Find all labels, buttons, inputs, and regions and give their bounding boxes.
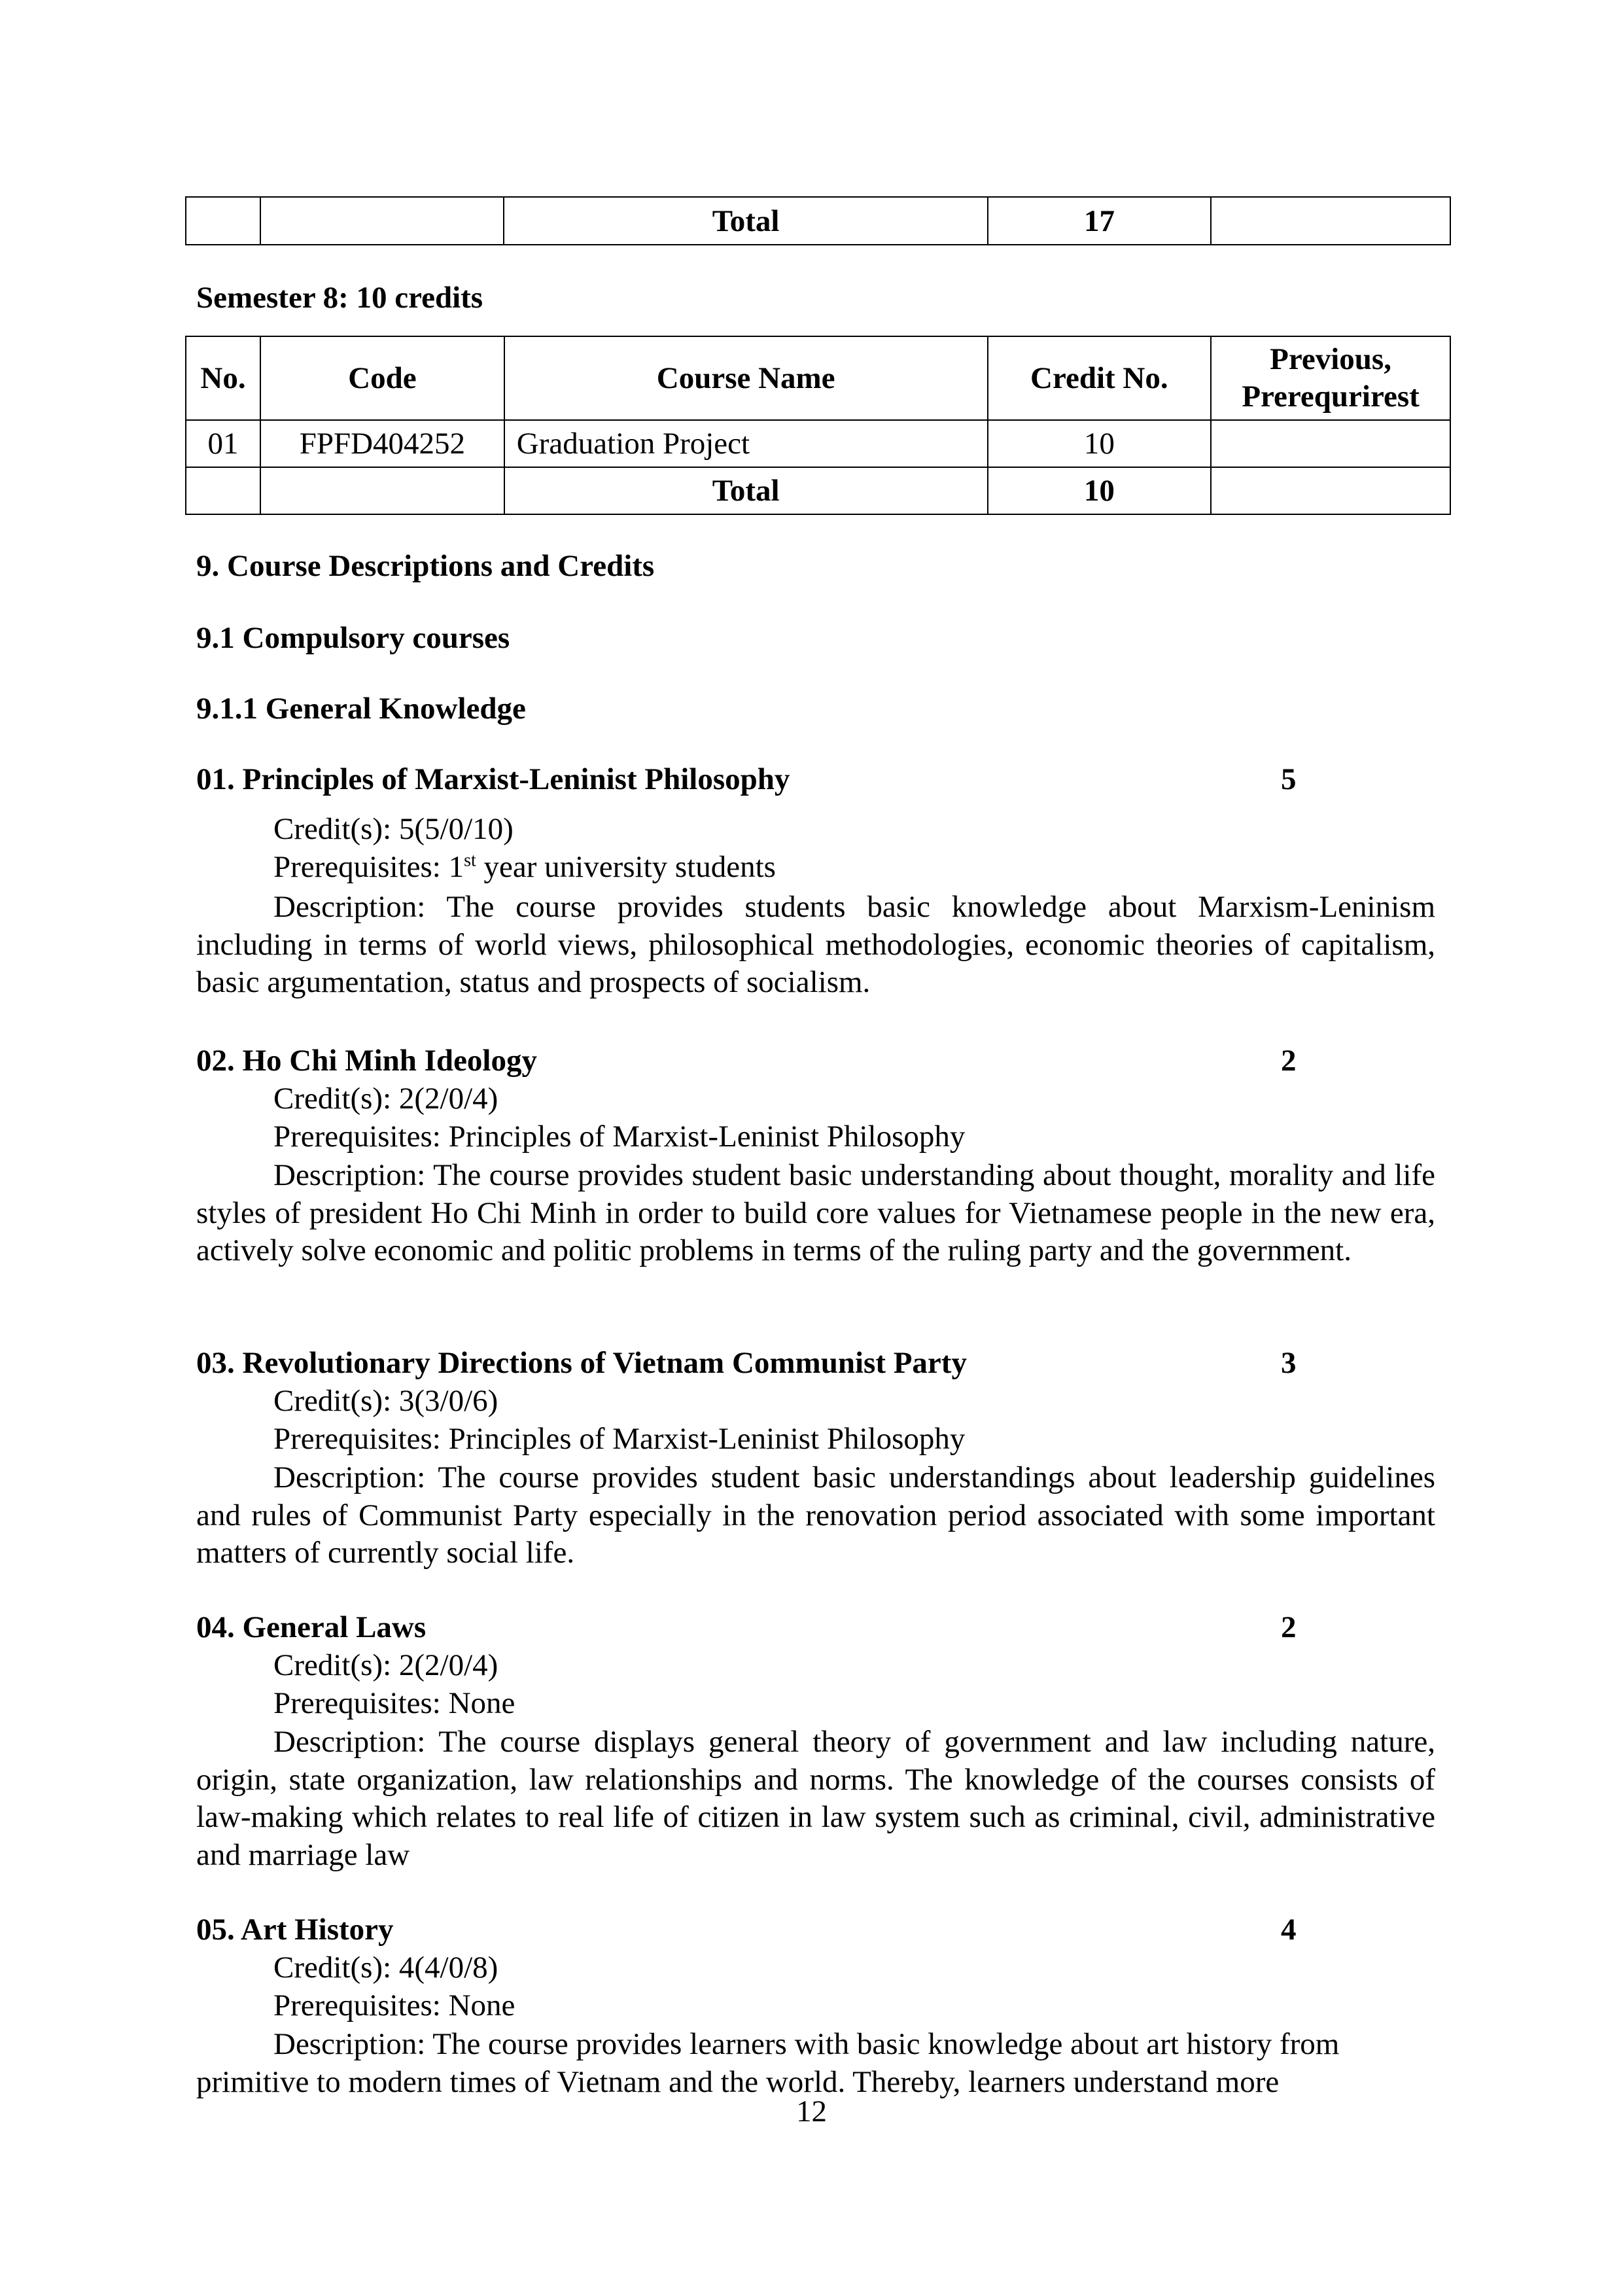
course-credit-line: Credit(s): 3(3/0/6) <box>273 1384 498 1418</box>
course-description: Description: The course provides learners with basic knowledge about art history from primitive to modern times of Vietnam and the world. Thereby, learners understand more <box>196 2027 1340 2099</box>
prereq-superscript: st <box>464 850 476 871</box>
header-previous-line2: Prerequrirest <box>1242 380 1420 414</box>
header-code: Code <box>260 336 504 420</box>
cell-total-credit: 17 <box>988 197 1212 245</box>
cell-no <box>186 467 260 514</box>
course-description: Description: The course provides student basic understanding about thought, morality and life styles of president Ho Chi Minh in order to build core values for Vietnamese people in the new era, actively solve economic and politic problems in terms of the ruling party and the government. <box>196 1158 1435 1267</box>
course-title: 03. Revolutionary Directions of Vietnam Communist Party <box>196 1346 967 1380</box>
cell-no <box>186 197 260 245</box>
course-prerequisites: Prerequisites: None <box>273 1686 515 1720</box>
course-credit-line: Credit(s): 2(2/0/4) <box>273 1082 498 1116</box>
section-heading-9-1-1: 9.1.1 General Knowledge <box>196 692 526 726</box>
course-title: 04. General Laws <box>196 1610 427 1644</box>
cell-no: 01 <box>186 420 260 467</box>
course-credit-line: Credit(s): 5(5/0/10) <box>273 812 514 846</box>
cell-code <box>260 467 504 514</box>
header-no: No. <box>186 336 260 420</box>
table-header-row <box>186 336 1450 420</box>
course-credits: 4 <box>1281 1913 1297 1947</box>
cell-prev <box>1211 467 1450 514</box>
course-prerequisites: Prerequisites: None <box>273 1988 515 2022</box>
course-credits: 2 <box>1281 1044 1297 1078</box>
cell-course-name: Graduation Project <box>504 420 988 467</box>
section-heading-9: 9. Course Descriptions and Credits <box>196 549 655 583</box>
course-prerequisites: Prerequisites: Principles of Marxist-Leninist Philosophy <box>273 1422 966 1456</box>
cell-code: FPFD404252 <box>260 420 504 467</box>
page-number: 12 <box>796 2094 827 2128</box>
course-credit-line: Credit(s): 4(4/0/8) <box>273 1951 498 1985</box>
course-credit-line: Credit(s): 2(2/0/4) <box>273 1648 498 1682</box>
semester-heading: Semester 8: 10 credits <box>196 281 483 315</box>
course-description: Description: The course provides students basic knowledge about Marxism-Leninism including in terms of world views, philosophical methodologies, economic theories of capitalism, basic argumentation, status and prospects of socialism. <box>196 890 1435 999</box>
table-total-row <box>186 467 1450 514</box>
header-previous-line1: Previous, <box>1270 342 1391 376</box>
cell-credit: 10 <box>988 420 1212 467</box>
course-prerequisites <box>273 849 776 885</box>
course-credits: 5 <box>1281 762 1297 796</box>
cell-code <box>260 197 504 245</box>
cell-total-label: Total <box>504 467 988 514</box>
table-row <box>186 197 1450 245</box>
course-title: 05. Art History <box>196 1913 394 1947</box>
header-credit-no: Credit No. <box>988 336 1212 420</box>
table-total-fragment <box>185 196 1451 245</box>
course-credits: 3 <box>1281 1346 1297 1380</box>
section-heading-9-1: 9.1 Compulsory courses <box>196 621 510 655</box>
prereq-suffix: year university students <box>476 850 776 884</box>
course-credits: 2 <box>1281 1610 1297 1644</box>
header-course-name: Course Name <box>504 336 988 420</box>
semester8-table <box>185 336 1451 515</box>
course-title: 01. Principles of Marxist-Leninist Philosophy <box>196 762 790 796</box>
course-description: Description: The course displays general theory of government and law including nature, origin, state organization, law relationships and norms. The knowledge of the courses consists of law-making which relates to real life of citizen in law system such as criminal, civil, administrative and marriage law <box>196 1725 1435 1872</box>
prereq-prefix: Prerequisites: 1 <box>273 850 464 884</box>
cell-total-label: Total <box>504 197 987 245</box>
course-description: Description: The course provides student basic understandings about leadership guidelines and rules of Communist Party especially in the renovation period associated with some important matters of currently social life. <box>196 1460 1435 1570</box>
course-title: 02. Ho Chi Minh Ideology <box>196 1044 537 1078</box>
cell-total-credit: 10 <box>988 467 1212 514</box>
header-previous <box>1211 336 1450 420</box>
cell-prev <box>1211 197 1450 245</box>
course-prerequisites: Prerequisites: Principles of Marxist-Leninist Philosophy <box>273 1120 966 1154</box>
table-row <box>186 420 1450 467</box>
cell-prev <box>1211 420 1450 467</box>
